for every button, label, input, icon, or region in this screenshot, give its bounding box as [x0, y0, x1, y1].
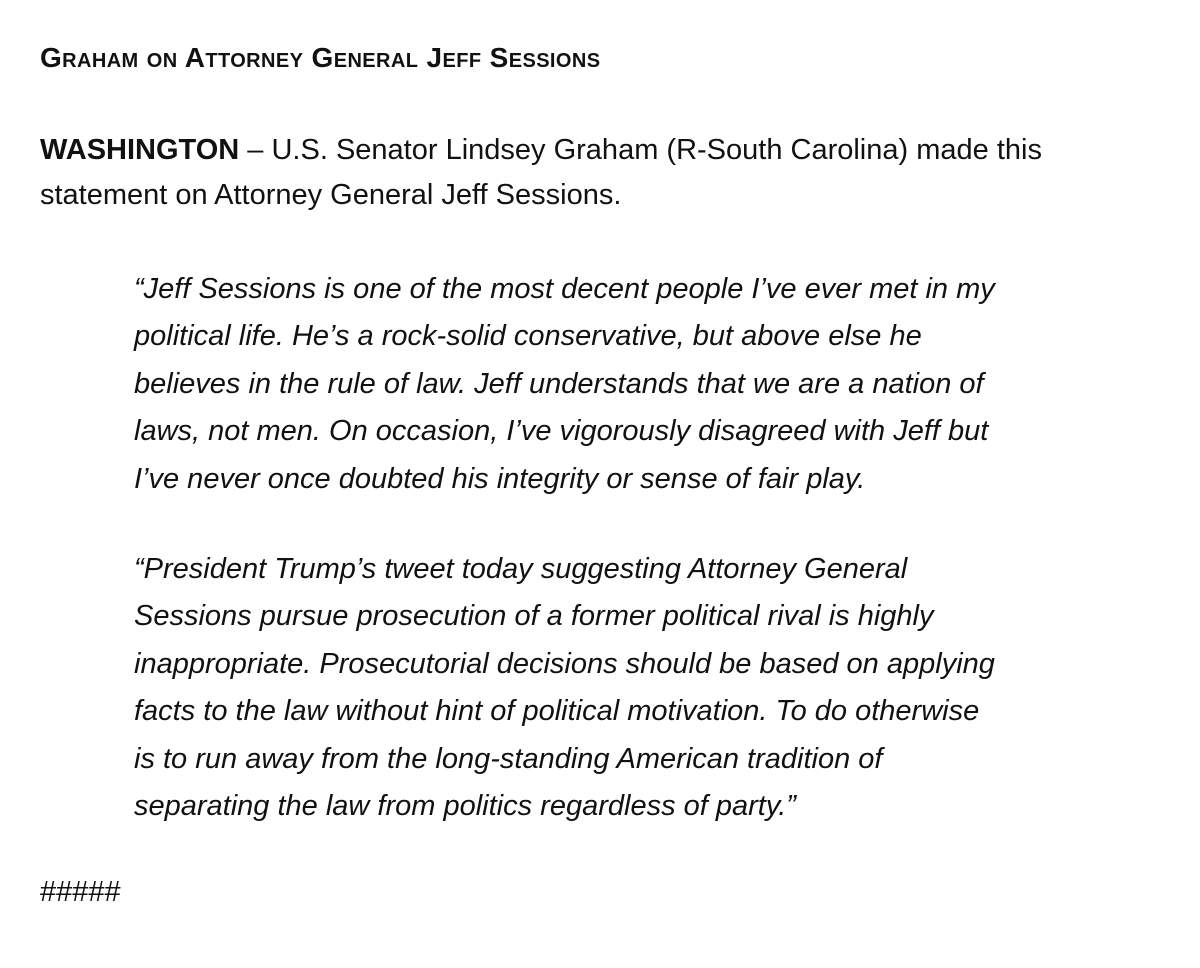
- quote-2-line-2: Sessions pursue prosecution of a former political rival is highly: [134, 600, 934, 633]
- end-mark: #####: [40, 876, 121, 908]
- quote-1-line-1: “Jeff Sessions is one of the most decent people I’ve ever met in my: [134, 273, 995, 305]
- page-title: Graham on Attorney General Jeff Sessions: [40, 42, 601, 73]
- quote-2-line-5: is to run away from the long-standing American tradition of: [134, 742, 883, 775]
- quote-2-line-6: separating the law from politics regardless of party.”: [134, 790, 796, 823]
- intro-text: – U.S. Senator Lindsey Graham (R-South Carolina) made this statement on Attorney General Jeff Sessions.: [40, 134, 1042, 211]
- quote-paragraph-1: [134, 266, 1174, 503]
- quote-1-line-2: political life. He’s a rock-solid conservative, but above else he: [134, 320, 922, 353]
- quote-1-line-5: I’ve never once doubted his integrity or sense of fair play.: [134, 462, 866, 495]
- quote-1-line-4: laws, not men. On occasion, I’ve vigorously disagreed with Jeff but: [134, 415, 989, 448]
- quote-paragraph-2: [134, 546, 1174, 830]
- intro-paragraph: [40, 128, 1160, 218]
- quote-1-line-3: believes in the rule of law. Jeff understands that we are a nation of: [134, 367, 984, 400]
- quote-2-line-3: inappropriate. Prosecutorial decisions should be based on applying: [134, 647, 995, 680]
- quote-2-line-4: facts to the law without hint of political motivation. To do otherwise: [134, 695, 980, 728]
- dateline: WASHINGTON: [40, 134, 240, 166]
- quote-2-line-1: “President Trump’s tweet today suggesting Attorney General: [134, 553, 908, 585]
